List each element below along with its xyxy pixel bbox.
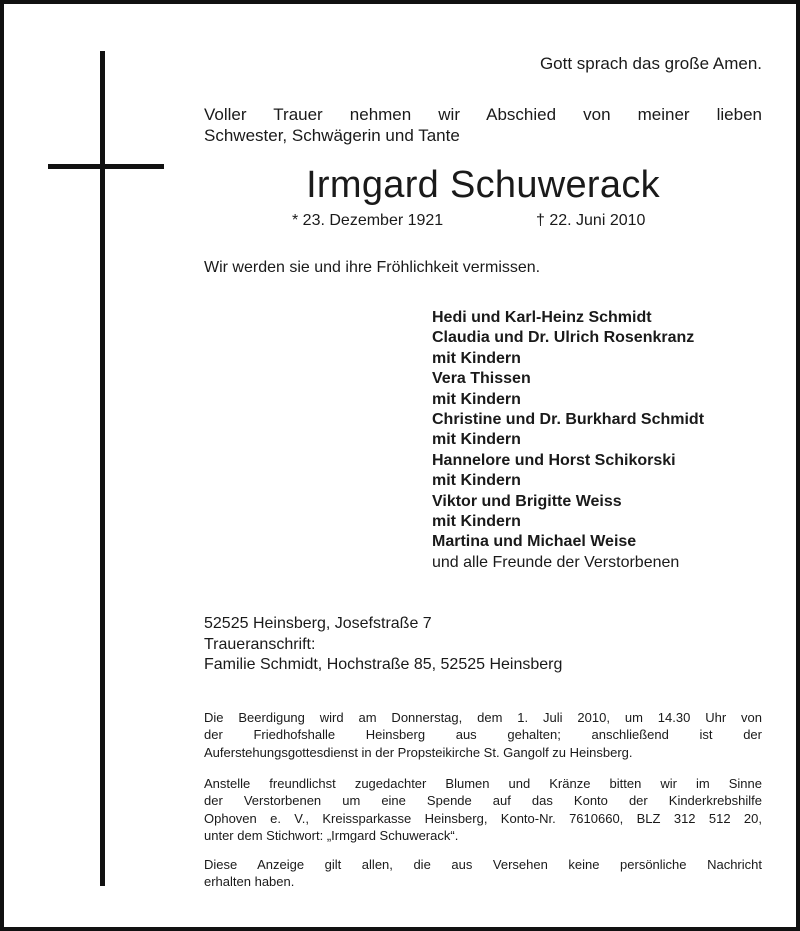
birth-date: * 23. Dezember 1921 bbox=[292, 212, 444, 229]
mourner-line: mit Kindern bbox=[432, 349, 521, 367]
notice-line: Diese Anzeige gilt allen, die aus Versehen keine persönliche Nachricht bbox=[204, 857, 762, 872]
donation-line: Ophoven e. V., Kreissparkasse Heinsberg, Konto-Nr. 7610660, BLZ 312 512 20, bbox=[204, 810, 762, 826]
mourners-list bbox=[432, 308, 772, 573]
remembrance-text: Wir werden sie und ihre Fröhlichkeit vermissen. bbox=[204, 259, 541, 276]
notice-paragraph bbox=[204, 856, 762, 891]
mourner-line: und alle Freunde der Verstorbenen bbox=[432, 553, 680, 571]
mourner-line: Vera Thissen bbox=[432, 370, 531, 388]
mourner-line: Martina und Michael Weise bbox=[432, 533, 637, 551]
mourner-line: mit Kindern bbox=[432, 513, 521, 531]
mourner-line: mit Kindern bbox=[432, 472, 521, 490]
notice-line: erhalten haben. bbox=[204, 874, 295, 890]
funeral-paragraph bbox=[204, 709, 762, 761]
funeral-line: Die Beerdigung wird am Donnerstag, dem 1. Juli 2010, um 14.30 Uhr von bbox=[204, 710, 762, 725]
motto: Gott sprach das große Amen. bbox=[539, 54, 762, 73]
cross-icon bbox=[100, 51, 105, 886]
address-line: Traueranschrift: bbox=[204, 635, 316, 653]
address-line: 52525 Heinsberg, Josefstraße 7 bbox=[204, 615, 432, 632]
donation-paragraph bbox=[204, 775, 762, 844]
mourner-line: Christine und Dr. Burkhard Schmidt bbox=[432, 411, 705, 429]
intro-text bbox=[204, 104, 762, 146]
mourner-line: Hannelore und Horst Schikorski bbox=[432, 451, 676, 469]
cross-icon-bar bbox=[48, 164, 164, 169]
intro-line: Voller Trauer nehmen wir Abschied von meiner lieben bbox=[204, 105, 762, 124]
funeral-line: Auferstehungsgottesdienst in der Propsteikirche St. Gangolf zu Heinsberg. bbox=[204, 744, 633, 760]
donation-line: Anstelle freundlichst zugedachter Blumen und Kränze bitten wir im Sinne bbox=[204, 776, 762, 791]
mourner-line: mit Kindern bbox=[432, 390, 521, 408]
donation-line: der Verstorbenen um eine Spende auf das Konto der Kinderkrebshilfe bbox=[204, 793, 762, 809]
address-line: Familie Schmidt, Hochstraße 85, 52525 Heinsberg bbox=[204, 656, 563, 673]
mourner-line: Hedi und Karl-Heinz Schmidt bbox=[432, 309, 652, 326]
funeral-line: der Friedhofshalle Heinsberg aus gehalten; anschließend ist der bbox=[204, 727, 762, 743]
mourner-line: Viktor und Brigitte Weiss bbox=[432, 492, 622, 510]
death-date: † 22. Juni 2010 bbox=[536, 212, 646, 229]
mourner-line: Claudia und Dr. Ulrich Rosenkranz bbox=[432, 329, 695, 347]
address-block bbox=[204, 614, 562, 676]
deceased-name: Irmgard Schuwerack bbox=[306, 164, 660, 206]
donation-line: unter dem Stichwort: „Irmgard Schuwerack“. bbox=[204, 827, 459, 843]
mourner-line: mit Kindern bbox=[432, 431, 521, 449]
intro-line: Schwester, Schwägerin und Tante bbox=[204, 126, 460, 145]
